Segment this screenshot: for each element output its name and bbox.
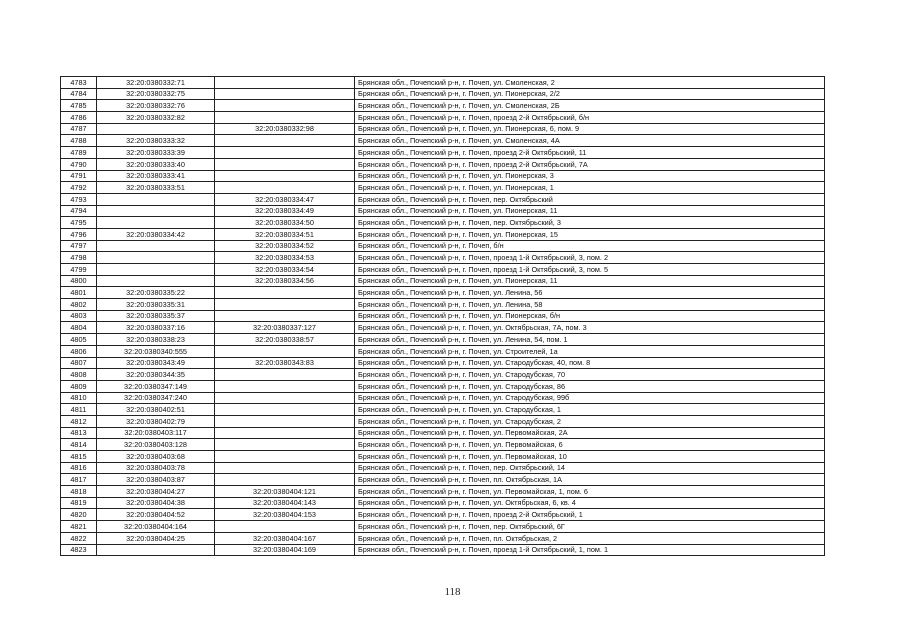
row-number-cell: 4805: [61, 334, 97, 346]
address-cell: Брянская обл., Почепский р-н, г. Почеп, проезд 2-й Октябрьский, б/н: [355, 112, 825, 124]
table-row: [61, 521, 825, 533]
table-row: [61, 240, 825, 252]
cadastral-number-cell: 32:20:0380335:31: [97, 299, 215, 311]
table-row: [61, 135, 825, 147]
page-number: 118: [444, 586, 461, 598]
cadastral-number-cell: 32:20:0380344:35: [97, 369, 215, 381]
table-row: [61, 310, 825, 322]
related-cadastral-number-cell: 32:20:0380404:121: [215, 486, 355, 498]
table-row: [61, 170, 825, 182]
table-row: [61, 369, 825, 381]
table-row: [61, 345, 825, 357]
related-cadastral-number-cell: 32:20:0380334:54: [215, 264, 355, 276]
address-cell: Брянская обл., Почепский р-н, г. Почеп, ул. Смоленская, 2: [355, 77, 825, 89]
related-cadastral-number-cell: [215, 135, 355, 147]
address-cell: Брянская обл., Почепский р-н, г. Почеп, ул. Первомайская, 10: [355, 451, 825, 463]
address-cell: Брянская обл., Почепский р-н, г. Почеп, проезд 1-й Октябрьский, 3, пом. 5: [355, 264, 825, 276]
table-row: [61, 287, 825, 299]
related-cadastral-number-cell: [215, 345, 355, 357]
related-cadastral-number-cell: [215, 147, 355, 159]
address-cell: Брянская обл., Почепский р-н, г. Почеп, ул. Смоленская, 4А: [355, 135, 825, 147]
row-number-cell: 4798: [61, 252, 97, 264]
table-row: [61, 275, 825, 287]
cadastral-number-cell: 32:20:0380333:41: [97, 170, 215, 182]
address-cell: Брянская обл., Почепский р-н, г. Почеп, ул. Стародубская, 2: [355, 415, 825, 427]
cadastral-number-cell: 32:20:0380335:37: [97, 310, 215, 322]
row-number-cell: 4813: [61, 427, 97, 439]
related-cadastral-number-cell: [215, 462, 355, 474]
row-number-cell: 4785: [61, 100, 97, 112]
related-cadastral-number-cell: 32:20:0380334:47: [215, 193, 355, 205]
cadastral-registry-table: [60, 76, 825, 556]
row-number-cell: 4796: [61, 228, 97, 240]
table-row: [61, 439, 825, 451]
address-cell: Брянская обл., Почепский р-н, г. Почеп, ул. Стародубская, 70: [355, 369, 825, 381]
cadastral-number-cell: 32:20:0380333:32: [97, 135, 215, 147]
table-row: [61, 252, 825, 264]
table-row: [61, 147, 825, 159]
cadastral-number-cell: 32:20:0380332:76: [97, 100, 215, 112]
address-cell: Брянская обл., Почепский р-н, г. Почеп, ул. Пионерская, 11: [355, 275, 825, 287]
related-cadastral-number-cell: [215, 474, 355, 486]
related-cadastral-number-cell: [215, 158, 355, 170]
row-number-cell: 4788: [61, 135, 97, 147]
table-row: [61, 217, 825, 229]
cadastral-number-cell: 32:20:0380403:78: [97, 462, 215, 474]
cadastral-number-cell: 32:20:0380404:25: [97, 532, 215, 544]
address-cell: Брянская обл., Почепский р-н, г. Почеп, ул. Пионерская, 11: [355, 205, 825, 217]
related-cadastral-number-cell: [215, 88, 355, 100]
related-cadastral-number-cell: 32:20:0380404:167: [215, 532, 355, 544]
row-number-cell: 4817: [61, 474, 97, 486]
table-row: [61, 532, 825, 544]
table-row: [61, 112, 825, 124]
related-cadastral-number-cell: 32:20:0380404:153: [215, 509, 355, 521]
row-number-cell: 4821: [61, 521, 97, 533]
row-number-cell: 4818: [61, 486, 97, 498]
cadastral-number-cell: 32:20:0380333:51: [97, 182, 215, 194]
row-number-cell: 4793: [61, 193, 97, 205]
address-cell: Брянская обл., Почепский р-н, г. Почеп, ул. Октябрьская, 7А, пом. 3: [355, 322, 825, 334]
cadastral-number-cell: 32:20:0380332:75: [97, 88, 215, 100]
related-cadastral-number-cell: [215, 439, 355, 451]
related-cadastral-number-cell: [215, 369, 355, 381]
cadastral-number-cell: [97, 193, 215, 205]
table-row: [61, 357, 825, 369]
row-number-cell: 4803: [61, 310, 97, 322]
related-cadastral-number-cell: [215, 170, 355, 182]
related-cadastral-number-cell: [215, 77, 355, 89]
row-number-cell: 4804: [61, 322, 97, 334]
address-cell: Брянская обл., Почепский р-н, г. Почеп, ул. Первомайская, 6: [355, 439, 825, 451]
address-cell: Брянская обл., Почепский р-н, г. Почеп, ул. Ленина, 56: [355, 287, 825, 299]
related-cadastral-number-cell: 32:20:0380343:83: [215, 357, 355, 369]
row-number-cell: 4789: [61, 147, 97, 159]
related-cadastral-number-cell: 32:20:0380334:56: [215, 275, 355, 287]
table-row: [61, 392, 825, 404]
address-cell: Брянская обл., Почепский р-н, г. Почеп, проезд 2-й Октябрьский, 11: [355, 147, 825, 159]
related-cadastral-number-cell: [215, 299, 355, 311]
cadastral-number-cell: 32:20:0380333:40: [97, 158, 215, 170]
table-row: [61, 322, 825, 334]
address-cell: Брянская обл., Почепский р-н, г. Почеп, ул. Стародубская, 86: [355, 380, 825, 392]
related-cadastral-number-cell: [215, 182, 355, 194]
cadastral-number-cell: [97, 264, 215, 276]
related-cadastral-number-cell: [215, 415, 355, 427]
cadastral-number-cell: 32:20:0380335:22: [97, 287, 215, 299]
address-cell: Брянская обл., Почепский р-н, г. Почеп, пер. Октябрьский: [355, 193, 825, 205]
row-number-cell: 4823: [61, 544, 97, 556]
address-cell: Брянская обл., Почепский р-н, г. Почеп, проезд 1-й Октябрьский, 3, пом. 2: [355, 252, 825, 264]
related-cadastral-number-cell: [215, 451, 355, 463]
table-row: [61, 88, 825, 100]
address-cell: Брянская обл., Почепский р-н, г. Почеп, ул. Пионерская, 6, пом. 9: [355, 123, 825, 135]
table-row: [61, 193, 825, 205]
table-row: [61, 451, 825, 463]
cadastral-number-cell: 32:20:0380402:51: [97, 404, 215, 416]
row-number-cell: 4815: [61, 451, 97, 463]
related-cadastral-number-cell: 32:20:0380404:169: [215, 544, 355, 556]
table-row: [61, 509, 825, 521]
table-row: [61, 77, 825, 89]
table-row: [61, 182, 825, 194]
cadastral-number-cell: 32:20:0380404:38: [97, 497, 215, 509]
table-row: [61, 158, 825, 170]
cadastral-number-cell: 32:20:0380347:149: [97, 380, 215, 392]
table-row: [61, 334, 825, 346]
related-cadastral-number-cell: 32:20:0380334:51: [215, 228, 355, 240]
row-number-cell: 4801: [61, 287, 97, 299]
address-cell: Брянская обл., Почепский р-н, г. Почеп, пл. Октябрьская, 1А: [355, 474, 825, 486]
related-cadastral-number-cell: [215, 287, 355, 299]
cadastral-number-cell: 32:20:0380337:16: [97, 322, 215, 334]
address-cell: Брянская обл., Почепский р-н, г. Почеп, проезд 2-й Октябрьский, 1: [355, 509, 825, 521]
table-row: [61, 205, 825, 217]
row-number-cell: 4811: [61, 404, 97, 416]
cadastral-number-cell: 32:20:0380404:27: [97, 486, 215, 498]
table-row: [61, 299, 825, 311]
row-number-cell: 4822: [61, 532, 97, 544]
related-cadastral-number-cell: 32:20:0380338:57: [215, 334, 355, 346]
address-cell: Брянская обл., Почепский р-н, г. Почеп, пл. Октябрьская, 2: [355, 532, 825, 544]
row-number-cell: 4808: [61, 369, 97, 381]
row-number-cell: 4809: [61, 380, 97, 392]
cadastral-number-cell: 32:20:0380403:68: [97, 451, 215, 463]
cadastral-number-cell: 32:20:0380338:23: [97, 334, 215, 346]
cadastral-number-cell: [97, 275, 215, 287]
row-number-cell: 4790: [61, 158, 97, 170]
row-number-cell: 4786: [61, 112, 97, 124]
address-cell: Брянская обл., Почепский р-н, г. Почеп, ул. Пионерская, 15: [355, 228, 825, 240]
table-row: [61, 544, 825, 556]
address-cell: Брянская обл., Почепский р-н, г. Почеп, б/н: [355, 240, 825, 252]
row-number-cell: 4792: [61, 182, 97, 194]
cadastral-number-cell: 32:20:0380403:117: [97, 427, 215, 439]
address-cell: Брянская обл., Почепский р-н, г. Почеп, ул. Октябрьская, 6, кв. 4: [355, 497, 825, 509]
address-cell: Брянская обл., Почепский р-н, г. Почеп, ул. Ленина, 58: [355, 299, 825, 311]
table-row: [61, 474, 825, 486]
related-cadastral-number-cell: [215, 404, 355, 416]
cadastral-number-cell: [97, 252, 215, 264]
related-cadastral-number-cell: 32:20:0380332:98: [215, 123, 355, 135]
row-number-cell: 4806: [61, 345, 97, 357]
cadastral-number-cell: 32:20:0380343:49: [97, 357, 215, 369]
table-row: [61, 486, 825, 498]
related-cadastral-number-cell: [215, 100, 355, 112]
related-cadastral-number-cell: 32:20:0380404:143: [215, 497, 355, 509]
table-row: [61, 404, 825, 416]
address-cell: Брянская обл., Почепский р-н, г. Почеп, ул. Стародубская, 1: [355, 404, 825, 416]
table-row: [61, 123, 825, 135]
row-number-cell: 4784: [61, 88, 97, 100]
cadastral-number-cell: 32:20:0380340:555: [97, 345, 215, 357]
address-cell: Брянская обл., Почепский р-н, г. Почеп, ул. Стародубская, 99б: [355, 392, 825, 404]
related-cadastral-number-cell: 32:20:0380334:52: [215, 240, 355, 252]
address-cell: Брянская обл., Почепский р-н, г. Почеп, ул. Пионерская, 2/2: [355, 88, 825, 100]
table-row: [61, 228, 825, 240]
address-cell: Брянская обл., Почепский р-н, г. Почеп, ул. Пионерская, 3: [355, 170, 825, 182]
address-cell: Брянская обл., Почепский р-н, г. Почеп, ул. Строителей, 1а: [355, 345, 825, 357]
address-cell: Брянская обл., Почепский р-н, г. Почеп, ул. Стародубская, 40, пом. 8: [355, 357, 825, 369]
row-number-cell: 4816: [61, 462, 97, 474]
cadastral-number-cell: 32:20:0380403:128: [97, 439, 215, 451]
related-cadastral-number-cell: [215, 380, 355, 392]
address-cell: Брянская обл., Почепский р-н, г. Почеп, ул. Пионерская, 1: [355, 182, 825, 194]
cadastral-number-cell: 32:20:0380403:87: [97, 474, 215, 486]
table-body: [61, 77, 825, 556]
address-cell: Брянская обл., Почепский р-н, г. Почеп, пер. Октябрьский, 6Г: [355, 521, 825, 533]
row-number-cell: 4783: [61, 77, 97, 89]
address-cell: Брянская обл., Почепский р-н, г. Почеп, проезд 2-й Октябрьский, 7А: [355, 158, 825, 170]
row-number-cell: 4802: [61, 299, 97, 311]
row-number-cell: 4787: [61, 123, 97, 135]
table-row: [61, 380, 825, 392]
cadastral-number-cell: 32:20:0380402:79: [97, 415, 215, 427]
row-number-cell: 4795: [61, 217, 97, 229]
cadastral-number-cell: [97, 217, 215, 229]
cadastral-number-cell: [97, 240, 215, 252]
address-cell: Брянская обл., Почепский р-н, г. Почеп, пер. Октябрьский, 3: [355, 217, 825, 229]
row-number-cell: 4799: [61, 264, 97, 276]
cadastral-number-cell: 32:20:0380333:39: [97, 147, 215, 159]
address-cell: Брянская обл., Почепский р-н, г. Почеп, пер. Октябрьский, 14: [355, 462, 825, 474]
cadastral-number-cell: 32:20:0380404:164: [97, 521, 215, 533]
cadastral-number-cell: 32:20:0380347:240: [97, 392, 215, 404]
row-number-cell: 4819: [61, 497, 97, 509]
related-cadastral-number-cell: 32:20:0380337:127: [215, 322, 355, 334]
related-cadastral-number-cell: 32:20:0380334:49: [215, 205, 355, 217]
row-number-cell: 4812: [61, 415, 97, 427]
row-number-cell: 4810: [61, 392, 97, 404]
related-cadastral-number-cell: [215, 521, 355, 533]
table-row: [61, 264, 825, 276]
related-cadastral-number-cell: [215, 392, 355, 404]
row-number-cell: 4820: [61, 509, 97, 521]
table-row: [61, 427, 825, 439]
row-number-cell: 4791: [61, 170, 97, 182]
cadastral-number-cell: [97, 205, 215, 217]
table-row: [61, 415, 825, 427]
address-cell: Брянская обл., Почепский р-н, г. Почеп, проезд 1-й Октябрьский, 1, пом. 1: [355, 544, 825, 556]
table-row: [61, 100, 825, 112]
related-cadastral-number-cell: 32:20:0380334:50: [215, 217, 355, 229]
address-cell: Брянская обл., Почепский р-н, г. Почеп, ул. Первомайская, 2А: [355, 427, 825, 439]
related-cadastral-number-cell: 32:20:0380334:53: [215, 252, 355, 264]
address-cell: Брянская обл., Почепский р-н, г. Почеп, ул. Пионерская, б/н: [355, 310, 825, 322]
cadastral-number-cell: [97, 544, 215, 556]
address-cell: Брянская обл., Почепский р-н, г. Почеп, ул. Смоленская, 2Б: [355, 100, 825, 112]
cadastral-number-cell: [97, 123, 215, 135]
row-number-cell: 4794: [61, 205, 97, 217]
related-cadastral-number-cell: [215, 112, 355, 124]
address-cell: Брянская обл., Почепский р-н, г. Почеп, ул. Первомайская, 1, пом. 6: [355, 486, 825, 498]
related-cadastral-number-cell: [215, 427, 355, 439]
row-number-cell: 4797: [61, 240, 97, 252]
cadastral-number-cell: 32:20:0380332:82: [97, 112, 215, 124]
row-number-cell: 4800: [61, 275, 97, 287]
row-number-cell: 4807: [61, 357, 97, 369]
table-row: [61, 462, 825, 474]
related-cadastral-number-cell: [215, 310, 355, 322]
address-cell: Брянская обл., Почепский р-н, г. Почеп, ул. Ленина, 54, пом. 1: [355, 334, 825, 346]
cadastral-number-cell: 32:20:0380332:71: [97, 77, 215, 89]
cadastral-number-cell: 32:20:0380404:52: [97, 509, 215, 521]
table-row: [61, 497, 825, 509]
cadastral-number-cell: 32:20:0380334:42: [97, 228, 215, 240]
row-number-cell: 4814: [61, 439, 97, 451]
